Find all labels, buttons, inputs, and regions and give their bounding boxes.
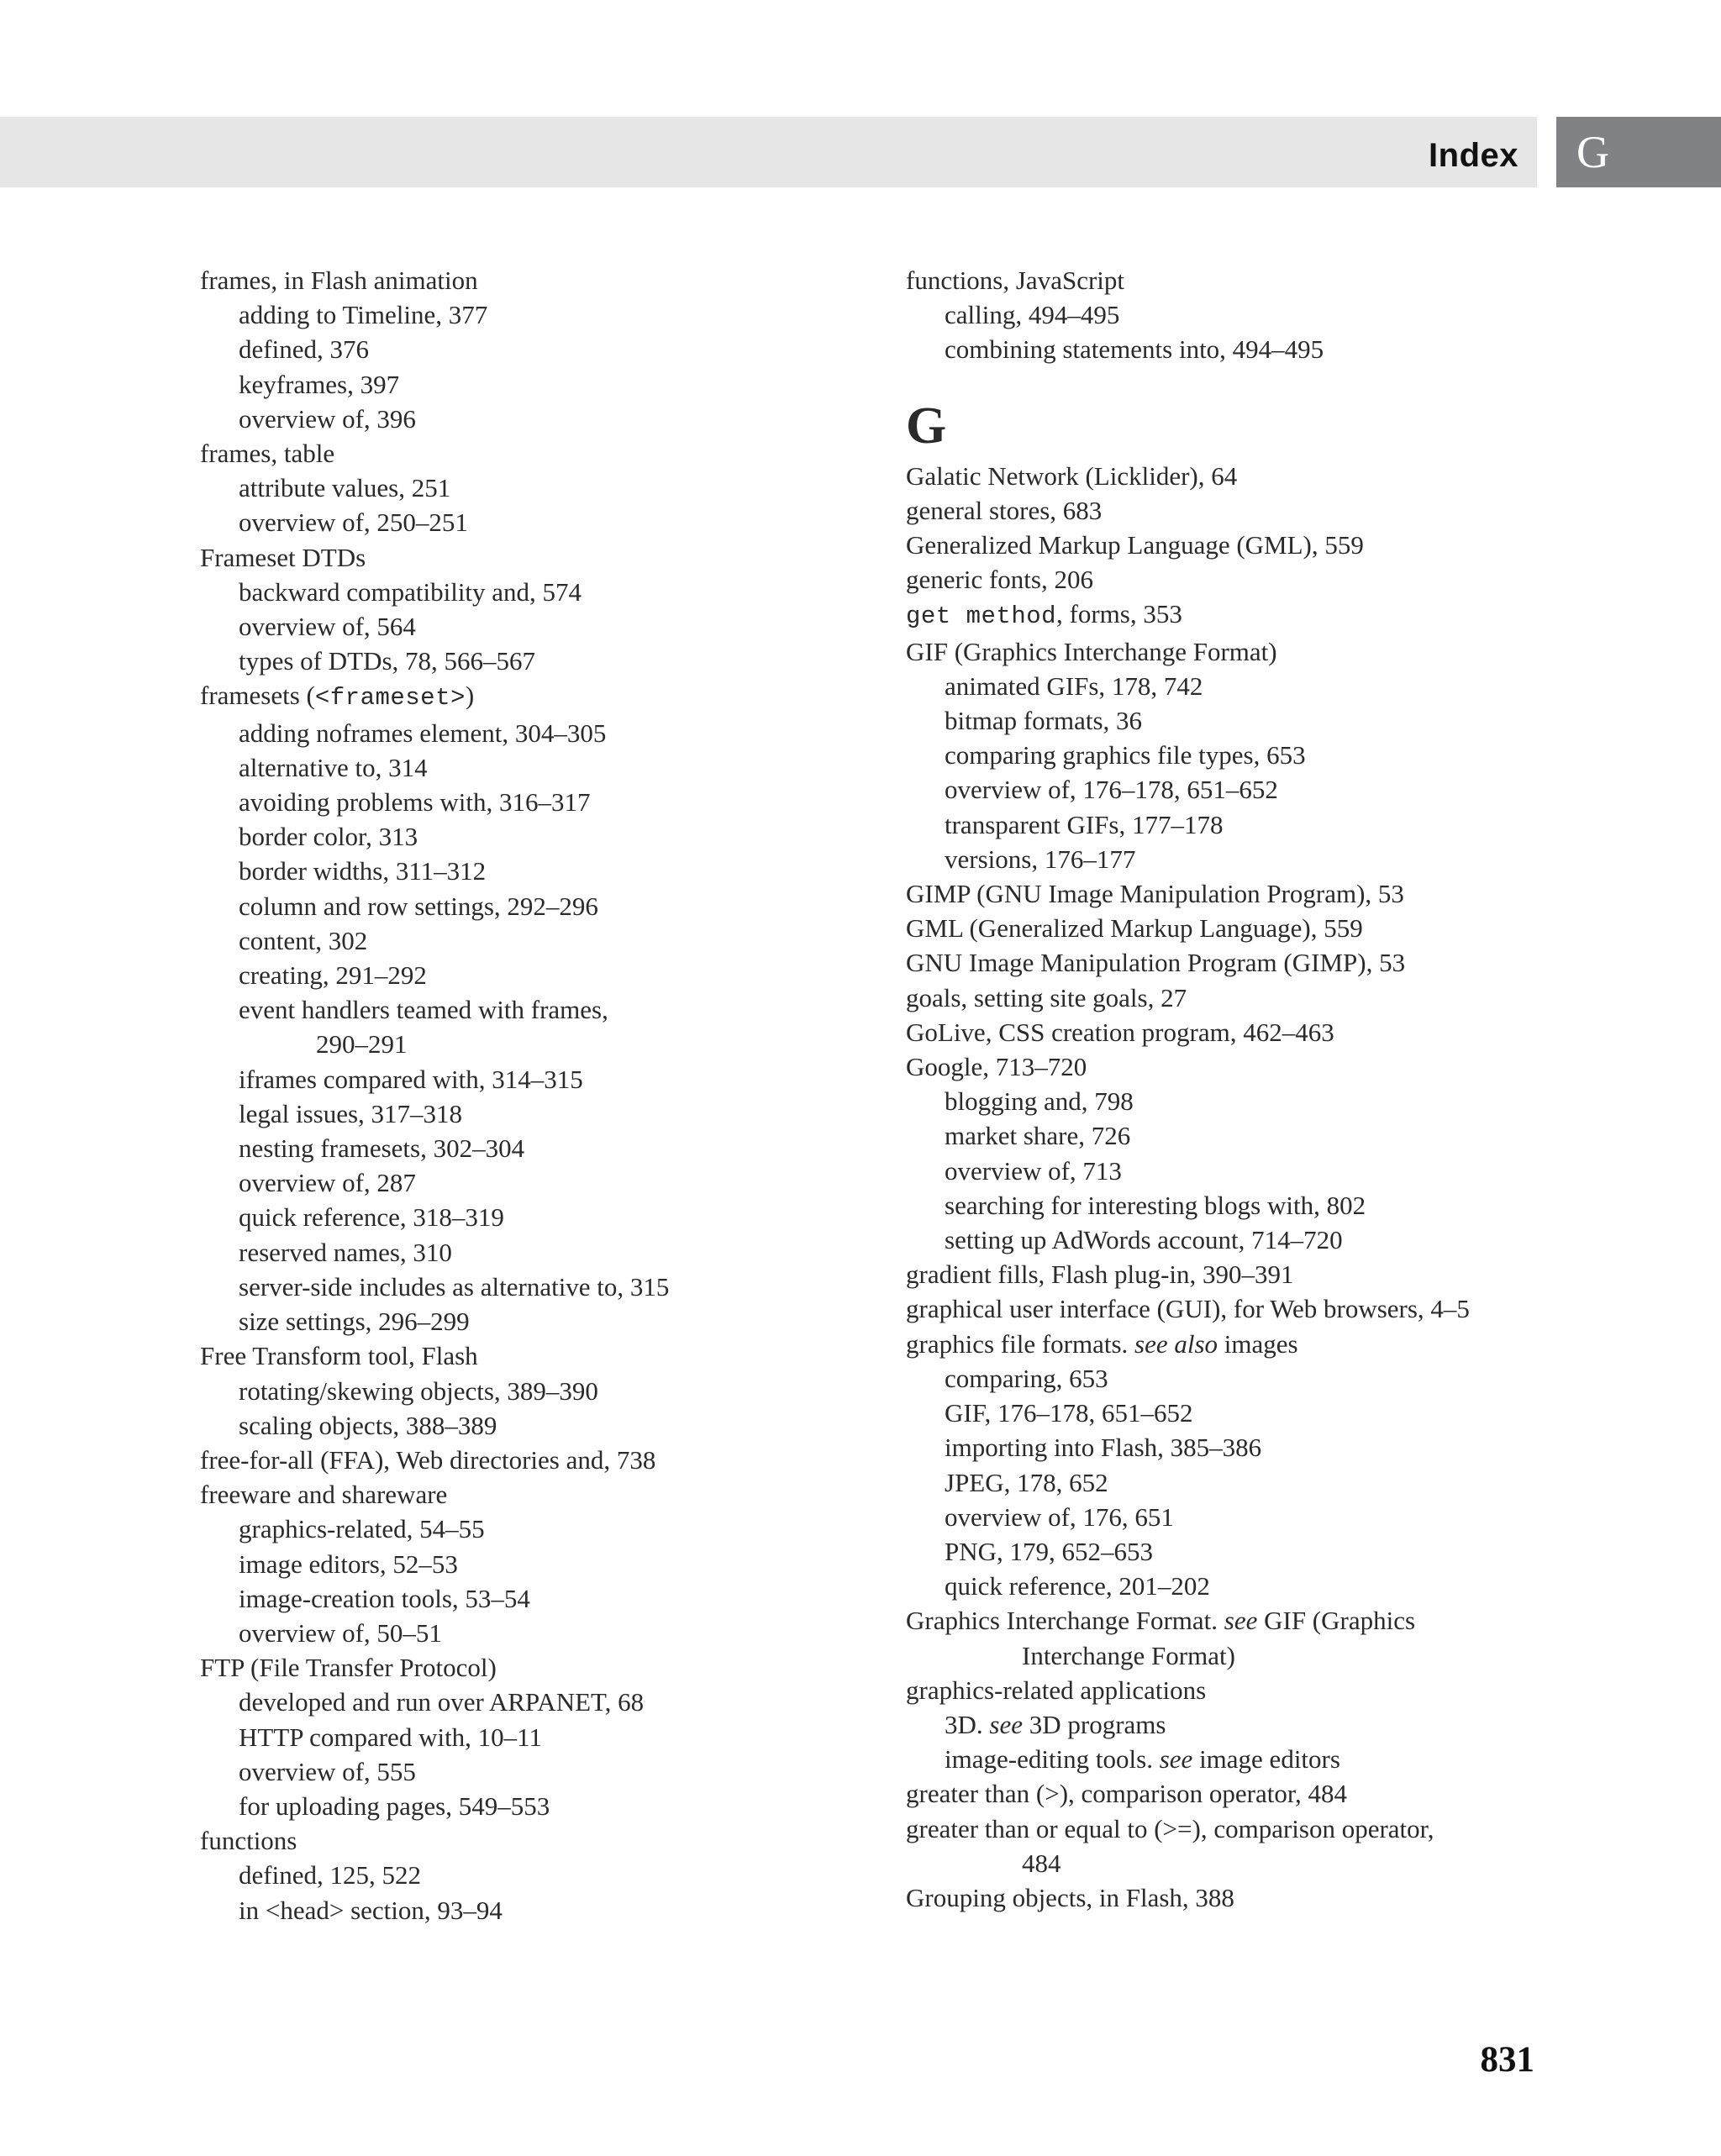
index-subentry <box>906 1569 1545 1603</box>
index-entry <box>906 911 1545 945</box>
entry-text: freeware and shareware <box>200 1480 448 1510</box>
entry-text: defined, 376 <box>239 334 369 365</box>
index-subentry <box>200 923 889 958</box>
entry-text: GIF, 176–178, 651–652 <box>945 1398 1193 1428</box>
entry-text: 3D programs <box>1022 1709 1166 1739</box>
index-subentry <box>200 1616 889 1650</box>
entry-text: 484 <box>1022 1848 1061 1878</box>
entry-text: Google, 713–720 <box>906 1052 1087 1082</box>
index-subentry <box>906 1742 1545 1776</box>
index-subentry <box>200 402 889 436</box>
index-subentry <box>906 807 1545 842</box>
entry-text: alternative to, 314 <box>239 752 428 782</box>
entry-text: generic fonts, 206 <box>906 565 1093 595</box>
entry-text: attribute values, 251 <box>239 473 451 503</box>
entry-cross-reference: see <box>989 1709 1023 1739</box>
entry-text: GML (Generalized Markup Language), 559 <box>906 913 1363 944</box>
entry-text: overview of, 287 <box>239 1168 416 1198</box>
entry-text: framesets ( <box>200 681 315 711</box>
index-subentry <box>200 1408 889 1443</box>
index-entry <box>200 1650 889 1685</box>
index-entry <box>200 263 889 297</box>
index-subentry <box>200 1200 889 1234</box>
entry-text: functions <box>200 1826 297 1856</box>
entry-text: comparing graphics file types, 653 <box>945 740 1306 770</box>
index-subentry <box>906 842 1545 876</box>
entry-text: combining statements into, 494–495 <box>945 334 1324 365</box>
entry-text: types of DTDs, 78, 566–567 <box>239 646 536 676</box>
running-header-title: Index <box>1429 137 1518 174</box>
index-entry <box>906 634 1545 669</box>
entry-text: graphical user interface (GUI), for Web browsers, 4–5 <box>906 1294 1470 1324</box>
index-subentry <box>200 644 889 678</box>
entry-text: server-side includes as alternative to, 315 <box>239 1271 670 1301</box>
index-subentry <box>200 1893 889 1927</box>
index-subentry <box>200 1165 889 1200</box>
entry-text: for uploading pages, 549–553 <box>239 1791 550 1821</box>
entry-text: legal issues, 317–318 <box>239 1098 463 1128</box>
entry-text: calling, 494–495 <box>945 300 1120 330</box>
entry-text: GNU Image Manipulation Program (GIMP), 53 <box>906 948 1406 978</box>
index-entry <box>906 1776 1545 1811</box>
index-entry <box>200 678 889 715</box>
entry-text: overview of, 176, 651 <box>945 1501 1174 1532</box>
entry-text: overview of, 176–178, 651–652 <box>945 775 1278 805</box>
entry-text: image-creation tools, 53–54 <box>239 1583 530 1613</box>
entry-text: nesting framesets, 302–304 <box>239 1133 525 1164</box>
entry-text: reserved names, 310 <box>239 1237 452 1267</box>
index-subentry <box>200 1685 889 1719</box>
index-subentry <box>200 1096 889 1131</box>
entry-code: <frameset> <box>314 684 466 713</box>
index-entry <box>906 1015 1545 1049</box>
entry-text: image-editing tools. <box>945 1744 1160 1775</box>
index-subentry <box>200 471 889 505</box>
entry-text: image editors, 52–53 <box>239 1549 458 1579</box>
index-subentry <box>200 1374 889 1408</box>
entry-text: image editors <box>1192 1744 1340 1775</box>
index-subentry <box>200 1062 889 1096</box>
index-subentry <box>200 297 889 332</box>
entry-text: general stores, 683 <box>906 495 1103 525</box>
entry-text: iframes compared with, 314–315 <box>239 1064 583 1094</box>
entry-text: graphics-related applications <box>906 1675 1207 1705</box>
index-entry <box>906 1257 1545 1291</box>
index-entry <box>200 436 889 471</box>
index-subentry <box>906 1154 1545 1188</box>
entry-text: goals, setting site goals, 27 <box>906 982 1187 1012</box>
index-entry <box>906 459 1545 493</box>
index-subentry <box>200 716 889 750</box>
entry-text: keyframes, 397 <box>239 369 400 399</box>
index-entry <box>906 981 1545 1015</box>
entry-text: backward compatibility and, 574 <box>239 576 582 607</box>
index-entry <box>906 1049 1545 1084</box>
entry-text: GIF (Graphics <box>1257 1606 1416 1636</box>
entry-text: PNG, 179, 652–653 <box>945 1536 1154 1566</box>
index-column-right <box>906 263 1545 1915</box>
index-subentry <box>200 1789 889 1823</box>
index-entry <box>906 493 1545 528</box>
entry-cross-reference: see <box>1224 1606 1258 1636</box>
index-subentry <box>906 1118 1545 1153</box>
entry-text: market share, 726 <box>945 1121 1131 1151</box>
entry-text: Galatic Network (Licklider), 64 <box>906 460 1238 491</box>
index-entry-continuation <box>906 1846 1545 1880</box>
entry-text: adding to Timeline, 377 <box>239 300 488 330</box>
index-subentry <box>200 332 889 366</box>
entry-text: animated GIFs, 178, 742 <box>945 670 1203 701</box>
entry-text: ) <box>465 681 475 711</box>
index-subentry <box>200 1131 889 1165</box>
index-subentry <box>906 1430 1545 1465</box>
index-subentry <box>906 1500 1545 1534</box>
index-entry <box>906 562 1545 597</box>
index-entry <box>200 540 889 575</box>
entry-text: versions, 176–177 <box>945 844 1136 874</box>
index-subentry <box>200 1858 889 1892</box>
index-subentry <box>906 297 1545 332</box>
entry-text: free-for-all (FFA), Web directories and, 738 <box>200 1444 656 1475</box>
entry-cross-reference: see <box>1159 1744 1193 1775</box>
index-entry <box>906 1603 1545 1638</box>
entry-text: column and row settings, 292–296 <box>239 891 598 921</box>
entry-text: Interchange Format) <box>1022 1640 1235 1670</box>
entry-text: images <box>1218 1328 1298 1359</box>
index-subentry <box>906 1223 1545 1257</box>
entry-text: Grouping objects, in Flash, 388 <box>906 1882 1234 1912</box>
index-subentry <box>200 819 889 854</box>
index-subentry <box>200 992 889 1027</box>
entry-text: developed and run over ARPANET, 68 <box>239 1687 645 1717</box>
entry-text: overview of, 564 <box>239 612 416 642</box>
index-entry <box>906 528 1545 562</box>
index-subentry <box>200 1547 889 1581</box>
index-subentry <box>906 703 1545 738</box>
entry-text: setting up AdWords account, 714–720 <box>945 1225 1343 1255</box>
entry-text: in <head> section, 93–94 <box>239 1895 503 1925</box>
index-entry-continuation <box>906 1638 1545 1673</box>
index-subentry <box>200 505 889 539</box>
index-entry <box>200 1338 889 1373</box>
index-subentry <box>200 1304 889 1338</box>
index-entry <box>906 945 1545 980</box>
index-entry-continuation <box>200 1027 889 1061</box>
index-entry <box>200 1477 889 1512</box>
index-subentry <box>200 889 889 923</box>
entry-text: comparing, 653 <box>945 1363 1108 1393</box>
entry-text: Generalized Markup Language (GML), 559 <box>906 530 1364 560</box>
index-subentry <box>906 772 1545 807</box>
entry-text: Frameset DTDs <box>200 542 366 572</box>
index-subentry <box>200 367 889 402</box>
entry-text: GIF (Graphics Interchange Format) <box>906 636 1277 666</box>
index-subentry <box>906 1707 1545 1742</box>
entry-text: 290–291 <box>316 1029 408 1060</box>
entry-text: overview of, 396 <box>239 403 416 434</box>
entry-text: rotating/skewing objects, 389–390 <box>239 1375 598 1406</box>
index-subentry <box>200 1581 889 1616</box>
index-subentry <box>200 1754 889 1789</box>
index-entry <box>200 1443 889 1477</box>
entry-text: creating, 291–292 <box>239 960 427 991</box>
index-entry <box>906 876 1545 911</box>
entry-text: overview of, 50–51 <box>239 1617 442 1648</box>
index-subentry <box>906 1465 1545 1500</box>
entry-text: quick reference, 201–202 <box>945 1571 1210 1601</box>
index-subentry <box>200 854 889 888</box>
entry-text: border color, 313 <box>239 822 418 852</box>
index-entry <box>906 1673 1545 1707</box>
section-heading-g: G <box>906 397 947 455</box>
entry-text: Free Transform tool, Flash <box>200 1341 478 1371</box>
running-header-band <box>0 117 1537 187</box>
entry-text: , forms, 353 <box>1056 599 1182 629</box>
entry-text: FTP (File Transfer Protocol) <box>200 1653 497 1683</box>
entry-text: searching for interesting blogs with, 802 <box>945 1190 1366 1220</box>
entry-text: blogging and, 798 <box>945 1086 1134 1117</box>
entry-text: transparent GIFs, 177–178 <box>945 809 1224 839</box>
entry-text: frames, in Flash animation <box>200 266 478 295</box>
index-subentry <box>906 669 1545 703</box>
entry-text: overview of, 713 <box>945 1155 1122 1186</box>
entry-text: bitmap formats, 36 <box>945 706 1143 736</box>
entry-text: frames, table <box>200 439 335 469</box>
entry-code: get method <box>906 602 1057 631</box>
index-subentry <box>906 738 1545 772</box>
index-subentry <box>906 1084 1545 1118</box>
entry-text: avoiding problems with, 316–317 <box>239 787 591 818</box>
entry-text: functions, JavaScript <box>906 266 1125 295</box>
index-subentry <box>200 609 889 644</box>
entry-text: event handlers teamed with frames, <box>239 995 608 1025</box>
index-subentry <box>200 785 889 819</box>
index-subentry <box>906 1188 1545 1223</box>
index-subentry <box>200 1512 889 1546</box>
index-entry <box>906 1880 1545 1915</box>
index-column-left <box>200 263 889 1927</box>
index-subentry <box>200 575 889 609</box>
index-subentry <box>200 958 889 992</box>
index-entry <box>906 597 1545 634</box>
entry-text: gradient fills, Flash plug-in, 390–391 <box>906 1259 1294 1290</box>
index-subentry <box>200 750 889 785</box>
index-entry <box>906 263 1545 297</box>
entry-cross-reference: see also <box>1134 1328 1218 1359</box>
index-subentry <box>200 1720 889 1754</box>
entry-text: quick reference, 318–319 <box>239 1202 504 1233</box>
entry-text: size settings, 296–299 <box>239 1307 470 1337</box>
index-entry <box>906 1327 1545 1361</box>
entry-text: overview of, 555 <box>239 1756 416 1786</box>
entry-text: greater than or equal to (>=), comparison operator, <box>906 1813 1434 1843</box>
entry-text: overview of, 250–251 <box>239 507 468 538</box>
index-subentry <box>200 1270 889 1304</box>
section-letter-tab: G <box>1556 117 1721 187</box>
entry-text: scaling objects, 388–389 <box>239 1410 497 1440</box>
index-entry <box>906 1812 1545 1846</box>
entry-text: adding noframes element, 304–305 <box>239 718 607 748</box>
entry-text: defined, 125, 522 <box>239 1860 421 1890</box>
entry-text: content, 302 <box>239 925 368 955</box>
index-subentry <box>906 1361 1545 1396</box>
index-subentry <box>906 1534 1545 1569</box>
entry-text: 3D. <box>945 1709 990 1739</box>
entry-text: GoLive, CSS creation program, 462–463 <box>906 1017 1334 1047</box>
page-number: 831 <box>1480 2040 1534 2080</box>
entry-text: GIMP (GNU Image Manipulation Program), 53 <box>906 879 1404 909</box>
entry-text: HTTP compared with, 10–11 <box>239 1722 543 1752</box>
entry-text: JPEG, 178, 652 <box>945 1467 1108 1497</box>
index-subentry <box>906 1396 1545 1430</box>
index-entry <box>906 1291 1545 1326</box>
entry-text: border widths, 311–312 <box>239 856 487 886</box>
entry-text: graphics file formats. <box>906 1328 1135 1359</box>
index-entry <box>200 1823 889 1858</box>
index-subentry <box>200 1235 889 1270</box>
entry-text: Graphics Interchange Format. <box>906 1606 1224 1636</box>
entry-text: greater than (>), comparison operator, 484 <box>906 1779 1347 1809</box>
entry-text: importing into Flash, 385–386 <box>945 1433 1262 1463</box>
index-subentry <box>906 332 1545 366</box>
entry-text: graphics-related, 54–55 <box>239 1514 485 1544</box>
